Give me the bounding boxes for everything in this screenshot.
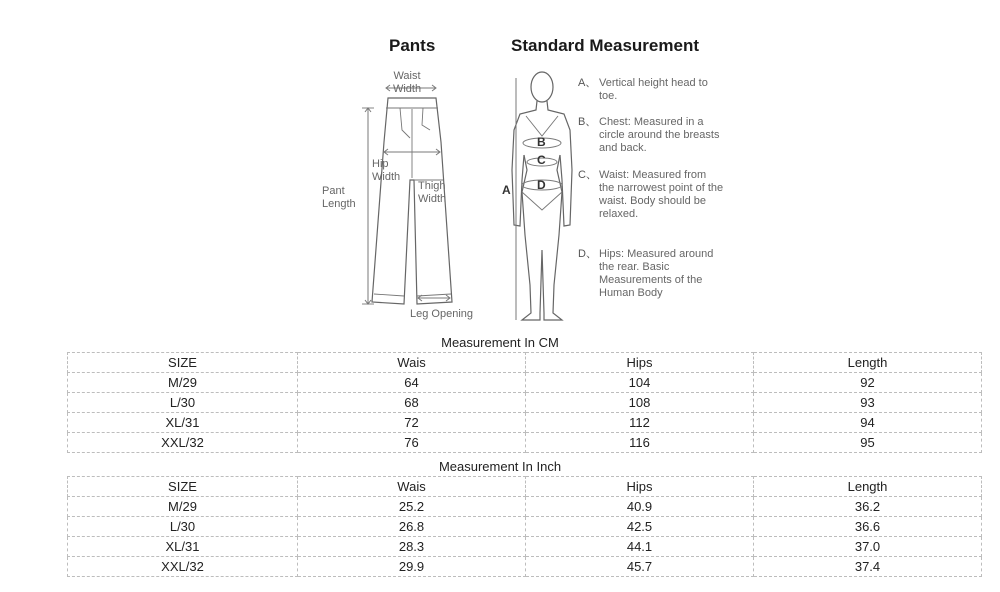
header-length: Length (754, 353, 982, 373)
note-c (578, 169, 724, 221)
length-cell: 36.6 (754, 517, 982, 537)
body-letter-a: A (502, 183, 511, 197)
note-b-text: Chest: Measured in a circle around the breasts and back. (599, 116, 720, 154)
waist-cell: 29.9 (298, 557, 526, 577)
hips-cell: 108 (526, 393, 754, 413)
note-b (578, 116, 724, 155)
note-a (578, 77, 724, 103)
table-header-row (68, 353, 982, 373)
table-header-row (68, 477, 982, 497)
size-cell: XXL/32 (68, 557, 298, 577)
hips-cell: 45.7 (526, 557, 754, 577)
leg-opening-label: Leg Opening (410, 308, 473, 320)
header-waist: Wais (298, 353, 526, 373)
hips-cell: 104 (526, 373, 754, 393)
inch-size-table (67, 476, 982, 577)
length-cell: 37.0 (754, 537, 982, 557)
hips-cell: 116 (526, 433, 754, 453)
length-cell: 92 (754, 373, 982, 393)
header-hips: Hips (526, 477, 754, 497)
standard-measurement-title: Standard Measurement (511, 36, 699, 55)
size-cell: L/30 (68, 393, 298, 413)
hips-cell: 42.5 (526, 517, 754, 537)
header-size: SIZE (68, 353, 298, 373)
length-cell: 94 (754, 413, 982, 433)
length-cell: 36.2 (754, 497, 982, 517)
table-row (68, 373, 982, 393)
waist-width-label: Waist Width (392, 70, 422, 95)
waist-cell: 68 (298, 393, 526, 413)
thigh-width-label: Thigh Width (418, 180, 447, 205)
size-cell: XXL/32 (68, 433, 298, 453)
body-letter-c: C (537, 153, 546, 167)
waist-cell: 72 (298, 413, 526, 433)
pants-title: Pants (389, 36, 436, 55)
header-size: SIZE (68, 477, 298, 497)
body-letter-d: D (537, 178, 546, 192)
length-cell: 37.4 (754, 557, 982, 577)
hip-width-label: Hip Width (372, 158, 401, 183)
body-letter-b: B (537, 135, 546, 149)
waist-cell: 76 (298, 433, 526, 453)
note-c-text: Waist: Measured from the narrowest point of the waist. Body should be relaxed. (599, 169, 724, 220)
size-cell: XL/31 (68, 413, 298, 433)
table-row (68, 497, 982, 517)
waist-cell: 64 (298, 373, 526, 393)
table-row (68, 537, 982, 557)
hips-cell: 112 (526, 413, 754, 433)
note-d (578, 248, 724, 300)
hips-cell: 40.9 (526, 497, 754, 517)
waist-cell: 25.2 (298, 497, 526, 517)
header-length: Length (754, 477, 982, 497)
table-row (68, 433, 982, 453)
table-row (68, 517, 982, 537)
table-row (68, 413, 982, 433)
note-b-key: B、 (578, 116, 597, 128)
note-a-text: Vertical height head to toe. (599, 77, 708, 102)
waist-cell: 26.8 (298, 517, 526, 537)
size-cell: M/29 (68, 497, 298, 517)
inch-table-caption: Measurement In Inch (438, 459, 562, 474)
length-cell: 95 (754, 433, 982, 453)
note-a-key: A、 (578, 77, 597, 89)
note-d-text: Hips: Measured around the rear. Basic Measurements of the Human Body (599, 248, 714, 299)
table-row (68, 557, 982, 577)
hips-cell: 44.1 (526, 537, 754, 557)
length-cell: 93 (754, 393, 982, 413)
cm-size-table (67, 352, 982, 453)
size-cell: M/29 (68, 373, 298, 393)
measurement-diagram (300, 30, 760, 330)
size-cell: L/30 (68, 517, 298, 537)
note-d-key: D、 (578, 248, 597, 260)
header-waist: Wais (298, 477, 526, 497)
waist-cell: 28.3 (298, 537, 526, 557)
pant-length-label: Pant Length (322, 185, 356, 210)
header-hips: Hips (526, 353, 754, 373)
table-row (68, 393, 982, 413)
size-cell: XL/31 (68, 537, 298, 557)
cm-table-caption: Measurement In CM (441, 335, 559, 350)
note-c-key: C、 (578, 169, 597, 181)
body-drawing (512, 72, 572, 320)
